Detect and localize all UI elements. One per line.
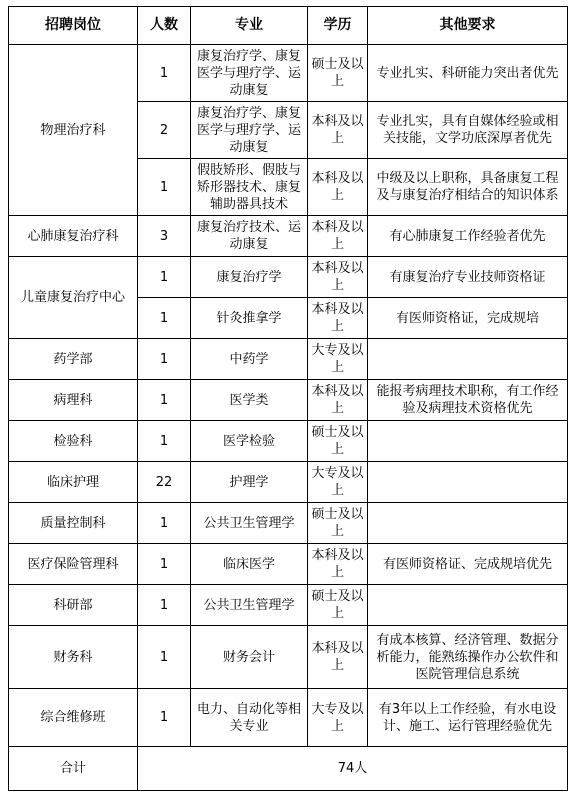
requirements-cell: 中级及以上职称，具备康复工程及与康复治疗相结合的知识体系 [368,159,568,216]
count-cell: 1 [138,298,191,339]
total-row [9,747,568,791]
education-cell: 硕士及以上 [308,585,368,626]
header-row [9,7,568,45]
table-row [9,45,568,102]
requirements-cell: 有心肺康复工作经验者优先 [368,216,568,257]
requirements-cell [368,585,568,626]
header-major: 专业 [191,7,308,45]
education-cell: 硕士及以上 [308,503,368,544]
table-row [9,257,568,298]
count-cell: 1 [138,689,191,747]
table-row [9,339,568,380]
count-cell: 1 [138,380,191,421]
requirements-cell: 有3年以上工作经验，有水电设计、施工、运行管理经验优先 [368,689,568,747]
table-row [9,462,568,503]
major-cell: 医学类 [191,380,308,421]
education-cell: 硕士及以上 [308,45,368,102]
major-cell: 康复治疗学、康复医学与理疗学、运动康复 [191,45,308,102]
count-cell: 22 [138,462,191,503]
education-cell: 大专及以上 [308,689,368,747]
header-position: 招聘岗位 [9,7,138,45]
position-cell: 心肺康复治疗科 [9,216,138,257]
requirements-cell: 有成本核算、经济管理、数据分析能力，能熟练操作办公软件和医院管理信息系统 [368,626,568,689]
table-row [9,626,568,689]
requirements-cell [368,339,568,380]
major-cell: 医学检验 [191,421,308,462]
requirements-cell [368,421,568,462]
requirements-cell: 有康复治疗专业技师资格证 [368,257,568,298]
position-cell: 科研部 [9,585,138,626]
education-cell: 本科及以上 [308,298,368,339]
major-cell: 康复治疗学 [191,257,308,298]
education-cell: 硕士及以上 [308,421,368,462]
major-cell: 康复治疗学、康复医学与理疗学、运动康复 [191,102,308,159]
count-cell: 1 [138,45,191,102]
education-cell: 大专及以上 [308,339,368,380]
table-row [9,585,568,626]
header-count: 人数 [138,7,191,45]
education-cell: 本科及以上 [308,626,368,689]
table-row [9,421,568,462]
position-cell: 药学部 [9,339,138,380]
requirements-cell: 有医师资格证、完成规培优先 [368,544,568,585]
education-cell: 本科及以上 [308,544,368,585]
position-cell: 临床护理 [9,462,138,503]
count-cell: 1 [138,544,191,585]
count-cell: 1 [138,421,191,462]
count-cell: 1 [138,159,191,216]
position-cell: 病理科 [9,380,138,421]
requirements-cell: 有医师资格证，完成规培 [368,298,568,339]
table-row [9,544,568,585]
major-cell: 康复治疗技术、运动康复 [191,216,308,257]
count-cell: 1 [138,585,191,626]
major-cell: 护理学 [191,462,308,503]
major-cell: 财务会计 [191,626,308,689]
position-cell: 财务科 [9,626,138,689]
requirements-cell [368,462,568,503]
major-cell: 公共卫生管理学 [191,503,308,544]
major-cell: 假肢矫形、假肢与矫形器技术、康复辅助器具技术 [191,159,308,216]
major-cell: 临床医学 [191,544,308,585]
education-cell: 本科及以上 [308,257,368,298]
table-row [9,380,568,421]
position-cell: 质量控制科 [9,503,138,544]
count-cell: 1 [138,626,191,689]
count-cell: 1 [138,503,191,544]
major-cell: 电力、自动化等相关专业 [191,689,308,747]
requirements-cell: 专业扎实，具有自媒体经验或相关技能，文学功底深厚者优先 [368,102,568,159]
major-cell: 中药学 [191,339,308,380]
header-education: 学历 [308,7,368,45]
position-cell: 儿童康复治疗中心 [9,257,138,339]
education-cell: 本科及以上 [308,159,368,216]
count-cell: 1 [138,339,191,380]
requirements-cell [368,503,568,544]
recruitment-table [8,6,568,791]
major-cell: 针灸推拿学 [191,298,308,339]
education-cell: 本科及以上 [308,102,368,159]
table-row [9,503,568,544]
total-label: 合计 [9,747,138,791]
position-cell: 综合维修班 [9,689,138,747]
major-cell: 公共卫生管理学 [191,585,308,626]
total-value: 74人 [138,747,568,791]
count-cell: 1 [138,257,191,298]
education-cell: 本科及以上 [308,216,368,257]
position-cell: 物理治疗科 [9,45,138,216]
requirements-cell: 能报考病理技术职称，有工作经验及病理技术资格优先 [368,380,568,421]
table-row [9,216,568,257]
header-requirements: 其他要求 [368,7,568,45]
count-cell: 2 [138,102,191,159]
education-cell: 本科及以上 [308,380,368,421]
position-cell: 检验科 [9,421,138,462]
position-cell: 医疗保险管理科 [9,544,138,585]
requirements-cell: 专业扎实、科研能力突出者优先 [368,45,568,102]
table-row [9,689,568,747]
education-cell: 大专及以上 [308,462,368,503]
count-cell: 3 [138,216,191,257]
